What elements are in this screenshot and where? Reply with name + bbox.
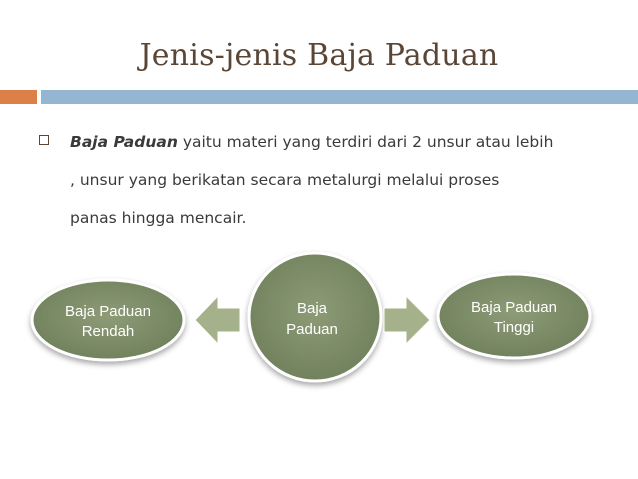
accent-bar-blue xyxy=(41,90,638,104)
line1-rest: yaitu materi yang terdiri dari 2 unsur atau lebih xyxy=(177,133,554,151)
bullet-paragraph xyxy=(70,123,625,237)
arrow-left-icon xyxy=(195,296,240,344)
node-left-label-1: Baja Paduan xyxy=(65,303,151,320)
node-center-label-1: Baja xyxy=(296,300,328,317)
slide-title: Jenis-jenis Baja Paduan xyxy=(139,38,499,73)
node-left-label-2: Rendah xyxy=(81,323,135,340)
bullet-square-icon xyxy=(39,135,49,145)
bold-term: Baja Paduan xyxy=(70,133,178,151)
line3: panas hingga mencair. xyxy=(70,209,247,227)
node-right-ellipse xyxy=(438,274,590,358)
node-right-label-2: Tinggi xyxy=(493,319,535,336)
alloy-diagram xyxy=(0,250,638,400)
arrow-right-icon xyxy=(384,296,430,344)
line2: , unsur yang berikatan secara metalurgi melalui proses xyxy=(70,171,500,189)
node-left-ellipse xyxy=(32,280,184,360)
accent-bar-orange xyxy=(0,90,37,104)
node-center-ellipse xyxy=(249,253,381,381)
node-center-label-2: Paduan xyxy=(286,321,338,338)
node-right-label-1: Baja Paduan xyxy=(471,299,557,316)
